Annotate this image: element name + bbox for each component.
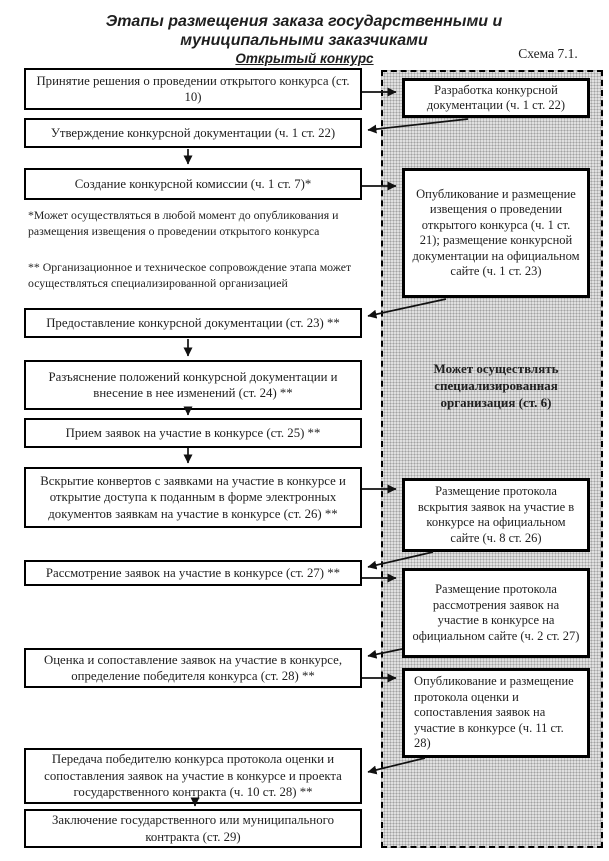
- step-clarify-documentation: Разъяснение положений конкурсной документации и внесение в нее изменений (ст. 24) **: [24, 360, 362, 410]
- schema-number-label: Схема 7.1.: [518, 46, 578, 61]
- step-evaluate-applications: Оценка и сопоставление заявок на участие в конкурсе, определение победителя конкурса (ст. 28) **: [24, 648, 362, 688]
- right-box-opening-protocol: Размещение протокола вскрытия заявок на участие в конкурсе на официальном сайте (ч. 8 ст. 26): [402, 478, 590, 552]
- right-box-publish-notice: Опубликование и размещение извещения о проведении открытого конкурса (ч. 1 ст. 21); размещение конкурсной документации на официальном сайте (ч. 1 ст. 23): [402, 168, 590, 298]
- page-title: Этапы размещения заказа государственными и муниципальными заказчиками: [105, 13, 503, 49]
- diagram-subtitle: Открытый конкурс: [235, 51, 374, 66]
- step-provide-documentation: Предоставление конкурсной документации (ст. 23) **: [24, 308, 362, 338]
- step-conclude-contract: Заключение государственного или муниципального контракта (ст. 29): [24, 809, 362, 848]
- specialized-org-note: Может осуществлять специализированная организация (ст. 6): [433, 361, 559, 410]
- footnote-single-star: *Может осуществляться в любой момент до опубликования и размещения извещения о проведении открытого конкурса: [28, 208, 339, 238]
- step-transfer-to-winner: Передача победителю конкурса протокола оценки и сопоставления заявок на участие в конкурсе и проекта государственного контракта (ч. 10 ст. 28) **: [24, 748, 362, 804]
- step-accept-applications: Прием заявок на участие в конкурсе (ст. 25) **: [24, 418, 362, 448]
- right-box-evaluation-protocol: Опубликование и размещение протокола оценки и сопоставления заявок на участие в конкурсе (ч. 11 ст. 28): [402, 668, 590, 758]
- step-review-applications: Рассмотрение заявок на участие в конкурсе (ст. 27) **: [24, 560, 362, 586]
- right-box-develop-documentation: Разработка конкурсной документации (ч. 1 ст. 22): [402, 78, 590, 118]
- right-box-review-protocol: Размещение протокола рассмотрения заявок на участие в конкурсе на официальном сайте (ч. 2 ст. 27): [402, 568, 590, 658]
- step-decision-open-tender: Принятие решения о проведении открытого конкурса (ст. 10): [24, 68, 362, 110]
- step-open-envelopes: Вскрытие конвертов с заявками на участие в конкурсе и открытие доступа к поданным в форме электронных документов заявкам на участие в конкурсе (ст. 26) **: [24, 467, 362, 528]
- footnote-double-star: ** Организационное и техническое сопровождение этапа может осуществляться специализированной организацией: [28, 260, 352, 290]
- step-approve-documentation: Утверждение конкурсной документации (ч. 1 ст. 22): [24, 118, 362, 148]
- step-create-commission: Создание конкурсной комиссии (ч. 1 ст. 7)*: [24, 168, 362, 200]
